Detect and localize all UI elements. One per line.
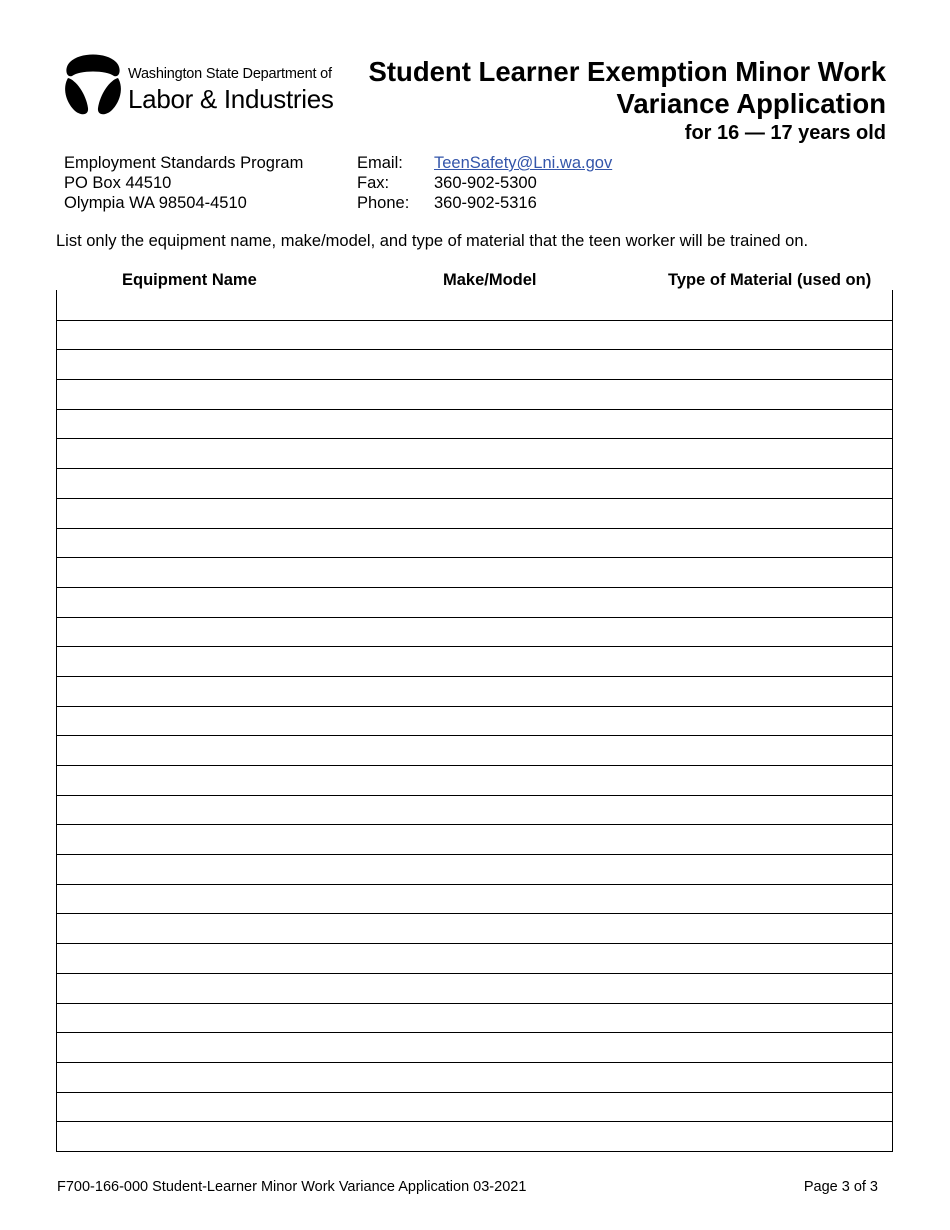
mailing-address <box>64 153 303 213</box>
fax-label: Fax: <box>357 174 390 192</box>
title-line-2: Variance Application <box>616 88 886 119</box>
table-row-line <box>57 676 892 677</box>
table-row-line <box>57 557 892 558</box>
table-row-line <box>57 973 892 974</box>
table-row-line <box>57 735 892 736</box>
table-row-line <box>57 854 892 855</box>
table-row-line <box>57 795 892 796</box>
equipment-table[interactable] <box>56 290 893 1152</box>
table-row-line <box>57 617 892 618</box>
table-row-line <box>57 379 892 380</box>
table-row-line <box>57 1121 892 1122</box>
table-row-line <box>57 765 892 766</box>
table-row-line <box>57 1092 892 1093</box>
table-row-line <box>57 913 892 914</box>
email-label: Email: <box>357 154 403 172</box>
table-row-line <box>57 824 892 825</box>
address-line-2: PO Box 44510 <box>64 174 172 192</box>
form-title <box>369 56 886 146</box>
phone-row <box>357 193 612 213</box>
table-row-line <box>57 438 892 439</box>
email-row <box>357 153 612 173</box>
column-header-make-model: Make/Model <box>443 271 537 289</box>
lni-logo-icon <box>62 54 124 118</box>
table-row-line <box>57 498 892 499</box>
table-row-line <box>57 1003 892 1004</box>
table-row-line <box>57 646 892 647</box>
fax-row <box>357 173 612 193</box>
phone-label: Phone: <box>357 194 410 212</box>
email-link[interactable]: TeenSafety@Lni.wa.gov <box>434 154 613 172</box>
address-line-3: Olympia WA 98504-4510 <box>64 194 247 212</box>
table-row-line <box>57 1062 892 1063</box>
table-row-line <box>57 706 892 707</box>
lni-logo <box>62 54 332 118</box>
page-number: Page 3 of 3 <box>803 1179 878 1195</box>
logo-name-text: Labor & Industries <box>128 84 334 114</box>
title-subtitle: for 16 — 17 years old <box>684 122 886 144</box>
form-id: F700-166-000 Student-Learner Minor Work Variance Application 03-2021 <box>57 1179 527 1195</box>
address-line-1: Employment Standards Program <box>64 154 304 172</box>
table-row-line <box>57 943 892 944</box>
table-row-line <box>57 528 892 529</box>
fax-value: 360-902-5300 <box>434 174 537 192</box>
table-row-line <box>57 587 892 588</box>
table-row-line <box>57 1032 892 1033</box>
table-row-line <box>57 884 892 885</box>
column-header-type-of-material: Type of Material (used on) <box>668 271 872 289</box>
contact-info <box>357 153 612 213</box>
instructions: List only the equipment name, make/model, and type of material that the teen worker will be trained on. <box>56 232 809 250</box>
phone-value: 360-902-5316 <box>434 194 537 212</box>
table-row-line <box>57 349 892 350</box>
table-row-line <box>57 320 892 321</box>
logo-department-text: Washington State Department of <box>128 66 332 82</box>
column-header-equipment-name: Equipment Name <box>122 271 257 289</box>
table-row-line <box>57 409 892 410</box>
table-row-line <box>57 468 892 469</box>
title-line-1: Student Learner Exemption Minor Work <box>368 56 886 87</box>
